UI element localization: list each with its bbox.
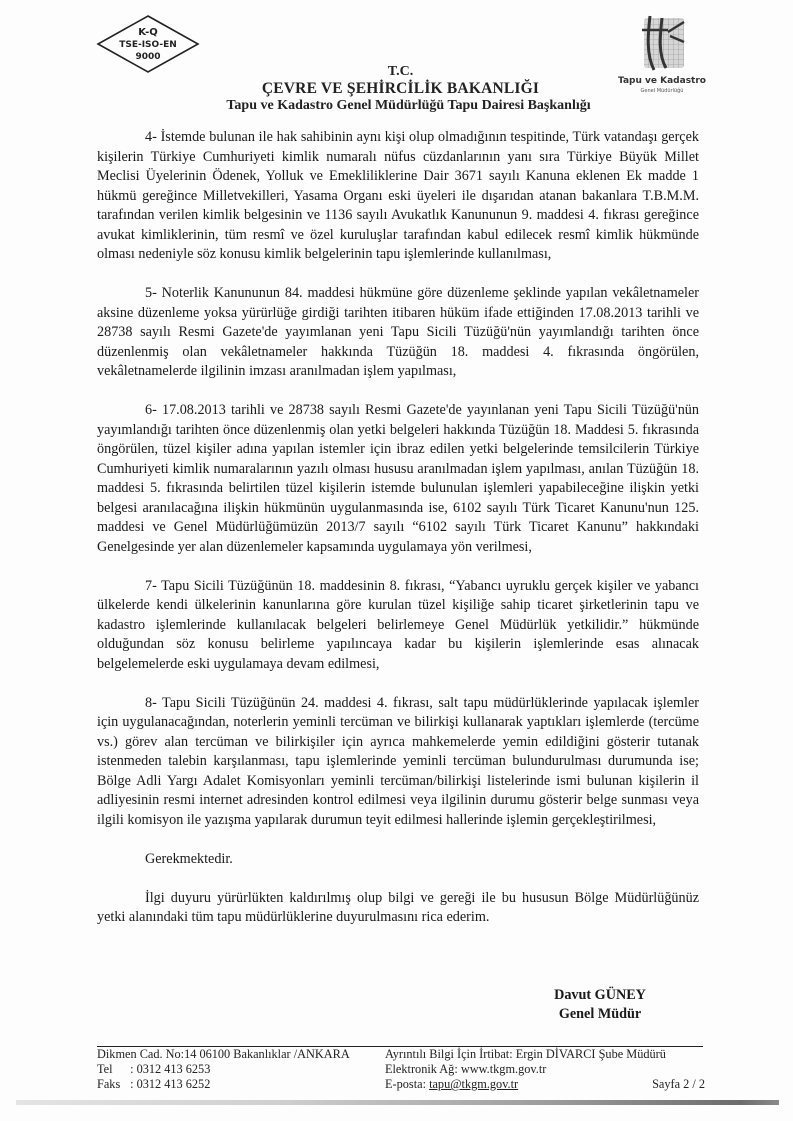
paragraph-item-8: 8- Tapu Sicili Tüzüğünün 24. maddesi 4. fıkrası, salt tapu müdürlüklerinde yapılacak işlemler için uygulanacağından, noterlerin yeminli tercüman ve bilirkişi kullanarak yaptıkları işlemlerde (tercüme vs.) görev alan tercüman ve bilirkişiler için ayrıca mahkemelerde yemin edildiğini gösterir tutanak istenmeden talebin karşılanması, tapu işlemlerinde yeminli tercüman bulundurulması durumunda ise; Bölge Adli Yargı Adalet Komisyonları yeminli tercüman/bilirkişi listelerinde ismi bulunan kişilerin il adliyesinin resmi internet adresinden kontrol edilmesi veya ilgilinin durumu gösterir belge sunması veya ilgili komisyon ile yazışma yapılarak durumun teyit edilmesi hallerinde işlemin gerçekleştirilmesi, [97, 694, 699, 828]
phone-label: Tel [97, 1062, 113, 1076]
email-link[interactable]: tapu@tkgm.gov.tr [429, 1077, 519, 1091]
paragraph-gerekmektedir: Gerekmektedir. [145, 850, 233, 867]
email-label: E-posta: [385, 1077, 430, 1091]
signatory-name: Davut GÜNEY [554, 987, 646, 1003]
svg-text:TSE-ISO-EN: TSE-ISO-EN [119, 40, 177, 50]
scan-edge-bar [16, 1100, 779, 1105]
document-body [97, 128, 699, 947]
header-department: Tapu ve Kadastro Genel Müdürlüğü Tapu Dairesi Başkanlığı [226, 98, 591, 113]
footer-fax [97, 1077, 387, 1092]
tkgm-logo-subtitle: Genel Müdürlüğü [640, 88, 684, 94]
footer-contact-block [385, 1047, 705, 1092]
svg-text:K-Q: K-Q [138, 27, 158, 38]
tkgm-logo-name: Tapu ve Kadastro [618, 76, 706, 86]
footer-phone [97, 1062, 387, 1077]
paragraph-item-5: 5- Noterlik Kanununun 84. maddesi hükmüne göre düzenleme şeklinde yapılan vekâletnameler aksine düzenleme yoksa yürürlüğe girdiği tarihten itibaren hüküm ifade ettiğinden 17.08.2013 tarihli ve 28738 sayılı Resmi Gazete'de yayımlanan yeni Tapu Sicili Tüzüğü'nün yayımlandığı tarihten önce düzenlenmiş olan vekâletnameler hakkında Tüzüğün 18. maddesi 4. fıkrasında öngörülen, vekâletnamelerde ilgilinin imzası aranılmadan işlem yapılması, [97, 285, 699, 379]
header-ministry: ÇEVRE VE ŞEHİRCİLİK BAKANLIĞI [261, 80, 540, 97]
page-number: Sayfa 2 / 2 [652, 1077, 705, 1091]
signatory-title: Genel Müdür [558, 1006, 642, 1022]
footer-address: Dikmen Cad. No:14 06100 Bakanlıklar /ANKARA [97, 1047, 350, 1061]
footer-contact-person: Ayrıntılı Bilgi İçin İrtibat: Ergin DİVARCI Şube Müdürü [385, 1047, 666, 1061]
fax-value: : 0312 413 6252 [130, 1077, 211, 1091]
phone-value: : 0312 413 6253 [130, 1062, 211, 1076]
footer-website: Elektronik Ağ: www.tkgm.gov.tr [385, 1062, 547, 1076]
paragraph-item-4: 4- İstemde bulunan ile hak sahibinin aynı kişi olup olmadığının tespitinde, Türk vatandaşı gerçek kişilerin Türkiye Cumhuriyeti kimlik numaralı nüfus cüzdanlarının yanı sıra Türkiye Büyük Millet Meclisi Üyelerinin Ödenek, Yolluk ve Emekliliklerine Dair 3671 sayılı Kanuna eklenen Ek madde 1 hükmü gereğince Milletvekilleri, Yasama Organı eski üyeleri ile dışarıdan atanan bakanlara T.B.M.M. tarafından verilen kimlik belgesinin ve 1136 sayılı Avukatlık Kanununun 9. maddesi 4. fıkrası gereğince avukat kimliklerinin, tüm resmî ve özel kuruluşlar tarafından kabul edilecek resmî kimlik hükmünde olması nedeniyle söz konusu kimlik belgelerinin tapu işlemlerinde kullanılması, [97, 129, 699, 262]
paragraph-request: İlgi duyuru yürürlükten kaldırılmış olup bilgi ve gereği ile bu hususun Bölge Müdürlüğünüz yetki alanındaki tüm tapu müdürlüklerine duyurulmasını rica ederim. [97, 889, 699, 925]
svg-text:9000: 9000 [135, 52, 161, 62]
paragraph-item-7: 7- Tapu Sicili Tüzüğünün 18. maddesinin 8. fıkrası, “Yabancı uyruklu gerçek kişiler ve yabancı ülkelerde kendi ülkelerinin kanunlarına göre kurulan tüzel kişiliğe sahip ticaret şirketlerinin tapu ve kadastro işlemlerinde kullanılacak belgeleri belirlemeye Genel Müdürlük yetkilidir.” hükmünde olduğundan söz konusu belirleme yapılıncaya kadar bu kişilerin işlemlerinde esas alınacak belgelemelerde eski uygulamaya devam edilmesi, [97, 577, 699, 672]
fax-label: Faks [97, 1077, 121, 1091]
signature-block [540, 986, 660, 1024]
footer-address-block [97, 1047, 387, 1092]
paragraph-item-6: 6- 17.08.2013 tarihli ve 28738 sayılı Resmi Gazete'de yayınlanan yeni Tapu Sicili Tüzüğü'nün yayımlandığı tarihten önce düzenlenmiş olan yetki belgeleri hakkında Tüzüğün 18. Maddesi 5. fıkrasında öngörülen, tüzel kişiler adına yapılan istemler için ibraz edilen yetki belgelerinde temsilcilerin Türkiye Cumhuriyeti kimlik numaralarının yazılı olması hususu aranılmadan işlem yapılması, anılan Tüzüğün 18. maddesi 5. fıkrasında belirtilen tüzel kişilerin istemde bulunulan işlemleri yapabileceğine ilişkin yetki belgesi aranılacağına ilişkin hükmünün uygulanmasında ise, 6102 sayılı Türk Ticaret Kanunu'nun 125. maddesi ve Genel Müdürlüğümüzün 2013/7 sayılı “6102 sayılı Türk Ticaret Kanunu” hakkındaki Genelgesinde yer alan düzenlemeler kapsamında uygulamaya yön verilmesi, [97, 402, 699, 555]
header-tc: T.C. [387, 64, 414, 79]
